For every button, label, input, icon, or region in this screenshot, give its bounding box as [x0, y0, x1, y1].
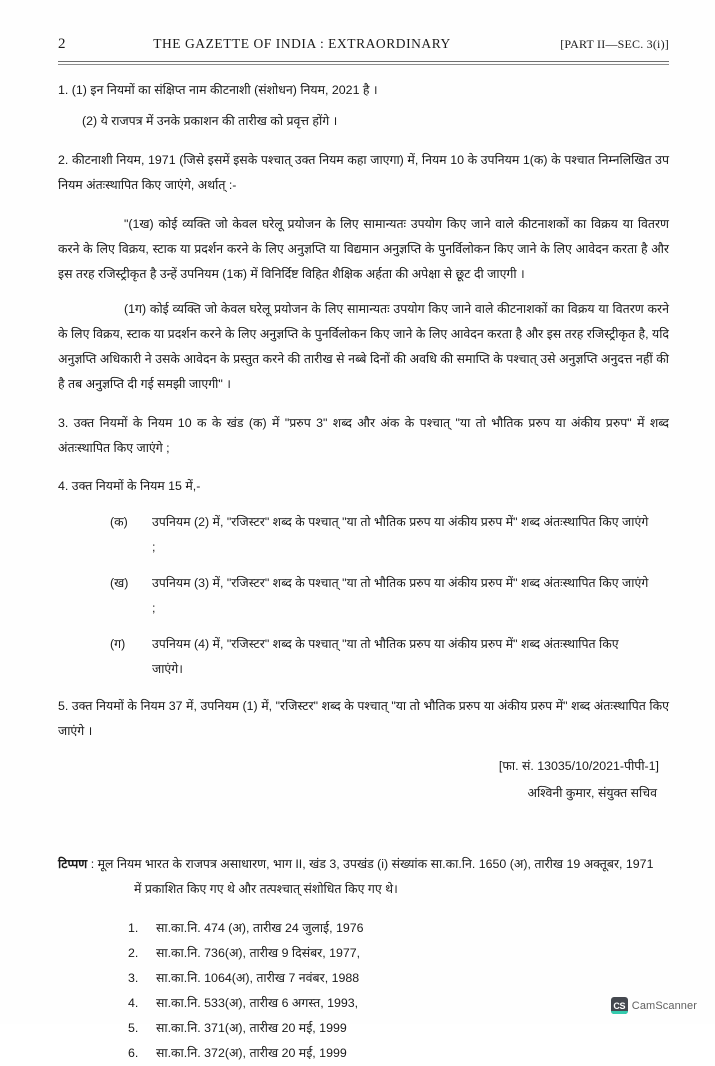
subclause-text: उपनियम (3) में, "रजिस्टर" शब्द के पश्चात् "या तो भौतिक प्ररुप या अंकीय प्ररुप में" शब्द अंतःस्थापित किए जाएंगे ;: [152, 576, 649, 615]
clause-1-subclause-2: (2) ये राजपत्र में उनके प्रकाशन की तारीख को प्रवृत्त होंगे ।: [82, 114, 338, 128]
footnote-label: टिप्पण: [58, 857, 88, 871]
list-item-text: सा.का.नि. 474 (अ), तारीख 24 जुलाई, 1976: [156, 921, 364, 935]
signatory-name: अश्विनी कुमार, संयुक्त सचिव: [527, 786, 657, 800]
camscanner-label: CamScanner: [631, 999, 697, 1012]
footnote-text: मूल नियम भारत के राजपत्र असाधारण, भाग II, खंड 3, उपखंड (i) संख्यांक सा.का.नि. 1650 (अ), तारीख 19 अक्तूबर, 1971 में प्रकाशित किए गए थे और तत्पश्चात् संशोधित किए गए थे।: [97, 857, 654, 896]
list-item: [58, 966, 669, 991]
list-item: [58, 1016, 669, 1041]
clause-1: 1. (1) इन नियमों का संक्षिप्त नाम कीटनाशी (संशोधन) नियम, 2021 है ।: [58, 83, 378, 97]
clause-4-subclause-ka: [58, 510, 669, 560]
list-item-number: 3.: [128, 971, 139, 985]
list-item-text: सा.का.नि. 372(अ), तारीख 20 मई, 1999: [156, 1046, 347, 1060]
camscanner-badge-icon: CS: [611, 997, 628, 1014]
clause-3: 3. उक्त नियमों के नियम 10 क के खंड (क) में "प्ररुप 3" शब्द और अंक के पश्चात् "या तो भौतिक प्ररुप या अंकीय प्ररुप" में शब्द अंतःस्थापित किए जाएंगे ;: [58, 416, 669, 455]
list-item-number: 6.: [128, 1046, 139, 1060]
list-item: [58, 941, 669, 966]
clause-4-subclause-kha: [58, 571, 669, 621]
subclause-marker: (क): [110, 515, 128, 529]
list-item-text: सा.का.नि. 736(अ), तारीख 9 दिसंबर, 1977,: [156, 946, 361, 960]
footnote-block: [58, 852, 669, 1066]
file-number: [फा. सं. 13035/10/2021-पीपी-1]: [498, 759, 659, 773]
list-item-number: 5.: [128, 1021, 139, 1035]
camscanner-watermark: [611, 997, 697, 1014]
list-item-number: 1.: [128, 921, 139, 935]
subclause-text: उपनियम (2) में, "रजिस्टर" शब्द के पश्चात् "या तो भौतिक प्ररुप या अंकीय प्ररुप में" शब्द अंतःस्थापित किए जाएंगे ;: [152, 515, 649, 554]
subclause-marker: (ग): [110, 637, 126, 651]
header-rule: [58, 61, 669, 65]
footnote-separator: :: [87, 857, 98, 871]
subclause-marker: (ख): [110, 576, 129, 590]
header-title: THE GAZETTE OF INDIA : EXTRAORDINARY: [153, 36, 451, 51]
list-item: [58, 916, 669, 941]
header-part-reference: [PART II—SEC. 3(i)]: [560, 37, 669, 51]
inserted-subrule-1kha: "(1ख) कोई व्यक्ति जो केवल घरेलू प्रयोजन के लिए सामान्यतः उपयोग किए जाने वाले कीटनाशकों का विक्रय या वितरण करने के लिए विक्रय, स्टाक या प्रदर्शन करने के लिए अनुज्ञप्ति या विद्यमान अनुज्ञप्ति के पुनर्विलोकन किए जाने के लिए आवेदन करता है और इस तरह रजिस्ट्रीकृत है उन्हें उपनियम (1क) में विनिर्दिष्ट विहित शैक्षिक अर्हता की अपेक्षा से छूट दी जाएगी ।: [58, 217, 669, 281]
list-item: [58, 1041, 669, 1066]
list-item-text: सा.का.नि. 371(अ), तारीख 20 मई, 1999: [156, 1021, 347, 1035]
document-body: [58, 70, 669, 1066]
list-item-number: 4.: [128, 996, 139, 1010]
list-item: [58, 991, 669, 1016]
clause-4-subclause-ga: [58, 632, 669, 682]
inserted-subrule-1ga: (1ग) कोई व्यक्ति जो केवल घरेलू प्रयोजन के लिए सामान्यतः उपयोग किए जाने वाले कीटनाशकों का विक्रय या वितरण करने के लिए विक्रय, स्टाक या प्रदर्शन करने के लिए अनुज्ञप्ति के पुनर्विलोकन किए जाने के लिए आवेदन करता है और इस तरह रजिस्ट्रीकृत है, यदि अनुज्ञप्ति अधिकारी ने उसके आवेदन के प्रस्तुत करने की तारीख से नब्बे दिनों की अवधि की समाप्ति के पश्चात् उसे अनुज्ञप्ति अनुदत्त नहीं की है तब अनुज्ञप्ति दी गई समझी जाएगी" ।: [58, 302, 669, 391]
clause-2: 2. कीटनाशी नियम, 1971 (जिसे इसमें इसके पश्चात् उक्त नियम कहा जाएगा) में, नियम 10 के उपनियम 1(क) के पश्चात निम्नलिखित उप नियम अंतःस्थापित किए जाएंगे, अर्थात् :-: [58, 153, 669, 192]
signature-block: [58, 754, 669, 806]
footnote-paragraph: [58, 852, 669, 902]
clause-4: 4. उक्त नियमों के नियम 15 में,-: [58, 479, 201, 493]
list-item-number: 2.: [128, 946, 139, 960]
clause-5: 5. उक्त नियमों के नियम 37 में, उपनियम (1) में, "रजिस्टर" शब्द के पश्चात् "या तो भौतिक प्ररुप या अंकीय प्ररुप में" शब्द अंतःस्थापित किए जाएंगे ।: [58, 699, 669, 738]
subclause-text: उपनियम (4) में, "रजिस्टर" शब्द के पश्चात् "या तो भौतिक प्ररुप या अंकीय प्ररुप में" शब्द अंतःस्थापित किए जाएंगे।: [152, 637, 619, 676]
list-item-text: सा.का.नि. 533(अ), तारीख 6 अगस्त, 1993,: [156, 996, 359, 1010]
amendment-list: [58, 916, 669, 1066]
header-page-number: 2: [58, 36, 66, 52]
list-item-text: सा.का.नि. 1064(अ), तारीख 7 नवंबर, 1988: [156, 971, 360, 985]
page-header: [58, 36, 669, 60]
